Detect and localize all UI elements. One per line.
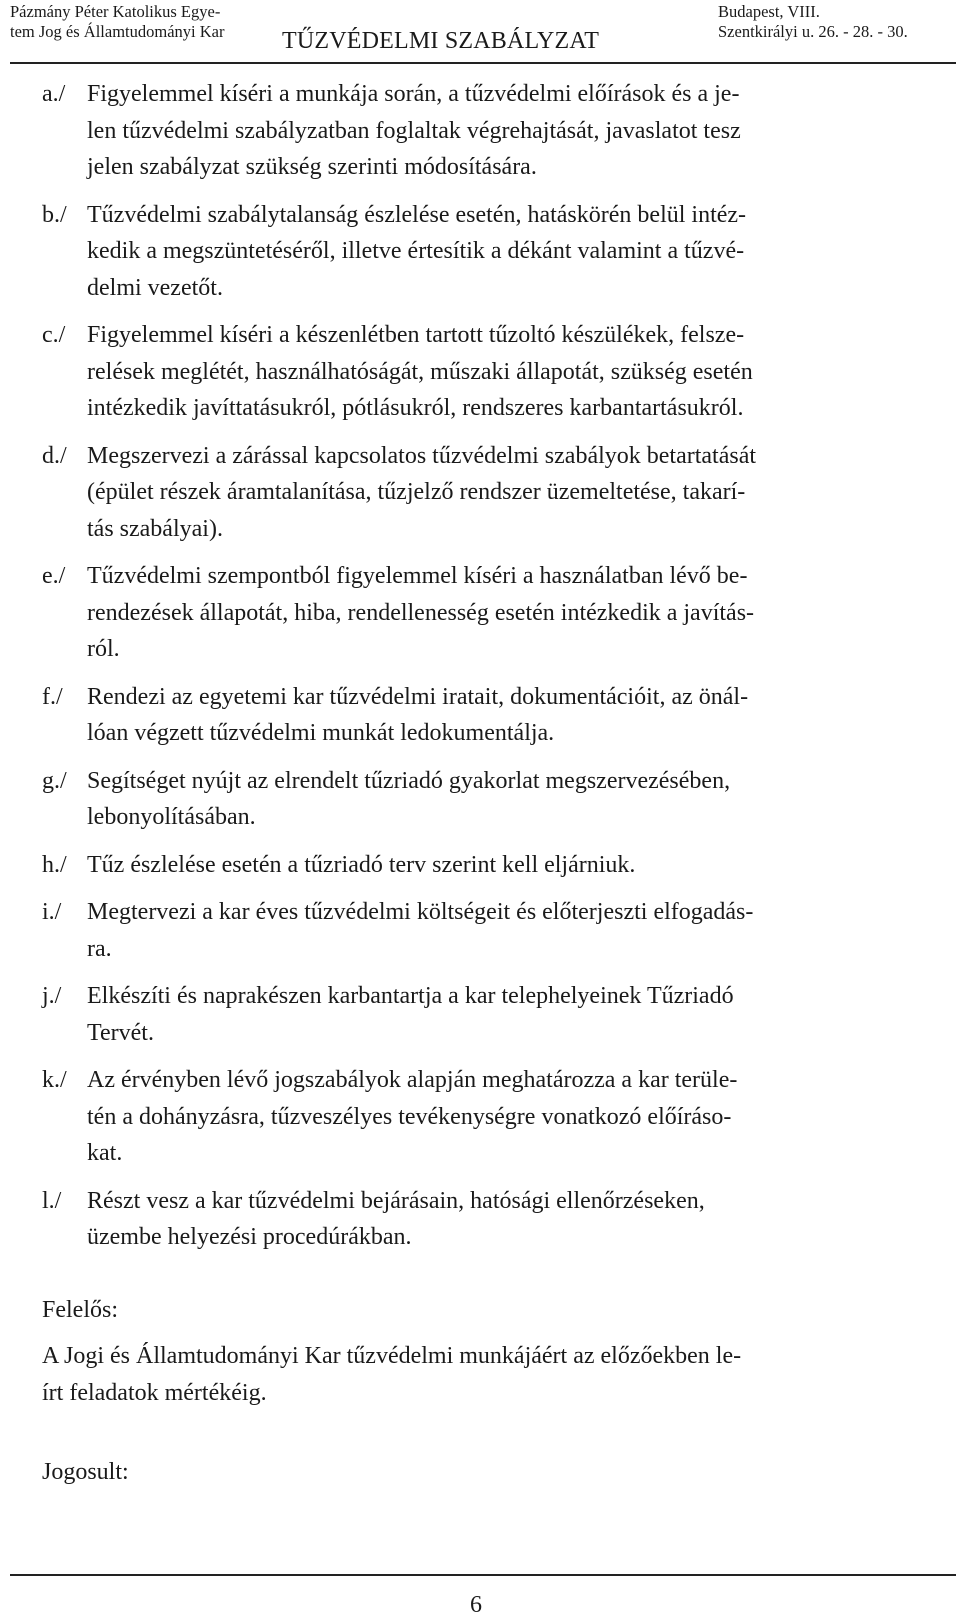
- header-title: TŰZVÉDELMI SZABÁLYZAT: [282, 28, 600, 54]
- responsible-text: [42, 1338, 922, 1411]
- duty-item-label: a./: [42, 81, 66, 107]
- page-number: 6: [470, 1592, 482, 1618]
- duty-item-text-line: lóan végzett tűzvédelmi munkát ledokumentálja.: [87, 720, 555, 746]
- duty-item: [42, 978, 942, 1051]
- duty-item-text-line: Részt vesz a kar tűzvédelmi bejárásain, hatósági ellenőrzéseken,: [87, 1187, 705, 1214]
- header-address-line-1: Budapest, VIII.: [718, 2, 820, 21]
- duty-item-text-line: delmi vezetőt.: [87, 274, 223, 301]
- header-address-line-2: Szentkirályi u. 26. - 28. - 30.: [718, 22, 908, 41]
- footer-rule: [10, 1574, 956, 1576]
- duty-item-text-line: Tűz észlelése esetén a tűzriadó terv szerint kell eljárniuk.: [87, 851, 636, 878]
- duty-item-label: g./: [42, 767, 67, 794]
- duty-item-text-line: Tűzvédelmi szempontból figyelemmel kíséri a használatban lévő be-: [87, 563, 748, 589]
- duty-item-text-line: jelen szabályzat szükség szerinti módosítására.: [87, 154, 537, 180]
- header-org-line-1: Pázmány Péter Katolikus Egye-: [10, 2, 221, 21]
- duty-item-text-line: lebonyolításában.: [87, 804, 256, 830]
- duty-item: [42, 894, 942, 967]
- duty-item-label: c./: [42, 322, 66, 348]
- duty-item-text-line: tás szabályai).: [87, 515, 223, 542]
- duty-item: [42, 763, 942, 836]
- duty-item-text-line: intézkedik javíttatásukról, pótlásukról, rendszeres karbantartásukról.: [87, 395, 744, 421]
- duty-item-text-line: Segítséget nyújt az elrendelt tűzriadó gyakorlat megszervezésében,: [87, 767, 731, 794]
- duty-item-text-line: Tervét.: [87, 1019, 154, 1046]
- duty-item: [42, 76, 942, 186]
- duty-item: [42, 197, 942, 307]
- duty-item-label: e./: [42, 563, 66, 589]
- duty-item-text-line: üzembe helyezési procedúrákban.: [87, 1224, 412, 1250]
- duty-item: [42, 438, 942, 548]
- duty-item-text-line: Az érvényben lévő jogszabályok alapján meghatározza a kar terüle-: [87, 1067, 738, 1093]
- duty-item-text-line: (épület részek áramtalanítása, tűzjelző rendszer üzemeltetése, takarí-: [87, 479, 746, 505]
- duty-item-text-line: Tűzvédelmi szabálytalanság észlelése esetén, hatáskörén belül intéz-: [87, 201, 747, 228]
- page-header: [0, 0, 960, 72]
- header-org-line-2: tem Jog és Államtudományi Kar: [10, 22, 225, 41]
- duty-item: [42, 847, 942, 884]
- duty-item-text-line: kedik a megszüntetéséről, illetve értesítik a dékánt valamint a tűzvé-: [87, 238, 745, 264]
- duty-item-text-line: Elkészíti és naprakészen karbantartja a kar telephelyeinek Tűzriadó: [87, 983, 734, 1009]
- duty-item-label: j./: [42, 983, 62, 1009]
- responsible-text-line: A Jogi és Államtudományi Kar tűzvédelmi munkájáért az előzőekben le-: [42, 1343, 742, 1369]
- duty-item-text-line: len tűzvédelmi szabályzatban foglaltak végrehajtását, javaslatot tesz: [87, 117, 741, 144]
- duty-item-text-line: Megtervezi a kar éves tűzvédelmi költségeit és előterjeszti elfogadás-: [87, 899, 754, 925]
- duty-item-text-line: Megszervezi a zárással kapcsolatos tűzvédelmi szabályok betartatását: [87, 442, 757, 469]
- duty-item-text-line: Figyelemmel kíséri a munkája során, a tűzvédelmi előírások és a je-: [87, 81, 740, 107]
- header-rule: [10, 62, 956, 64]
- responsible-label: Felelős:: [42, 1297, 118, 1323]
- authorized-label: Jogosult:: [42, 1459, 129, 1485]
- duty-item-text-line: tén a dohányzásra, tűzveszélyes tevékenységre vonatkozó előíráso-: [87, 1103, 732, 1130]
- duty-item-text-line: kat.: [87, 1140, 123, 1166]
- duty-item-text-line: ra.: [87, 935, 112, 962]
- duty-item: [42, 679, 942, 752]
- duty-item: [42, 1183, 942, 1256]
- duty-item: [42, 558, 942, 668]
- duty-item: [42, 317, 942, 427]
- duty-item-label: d./: [42, 442, 67, 469]
- duty-item-label: b./: [42, 201, 67, 228]
- duty-item-text-line: Rendezi az egyetemi kar tűzvédelmi iratait, dokumentációit, az önál-: [87, 683, 749, 710]
- duty-item-text-line: Figyelemmel kíséri a készenlétben tartott tűzoltó készülékek, felsze-: [87, 322, 745, 348]
- duty-item-text-line: relések meglétét, használhatóságát, műszaki állapotát, szükség esetén: [87, 358, 753, 385]
- duty-item: [42, 1062, 942, 1172]
- duty-item-label: l./: [42, 1187, 62, 1214]
- header-organization: [10, 2, 250, 42]
- responsible-text-line: írt feladatok mértékéig.: [42, 1379, 267, 1406]
- duty-item-label: i./: [42, 899, 62, 925]
- duty-item-label: f./: [42, 683, 63, 710]
- duty-item-text-line: rendezések állapotát, hiba, rendellenesség esetén intézkedik a javítás-: [87, 599, 755, 626]
- duty-list: [42, 76, 942, 1267]
- header-address: [718, 2, 938, 42]
- duty-item-label: h./: [42, 851, 67, 878]
- duty-item-label: k./: [42, 1067, 67, 1093]
- duty-item-text-line: ról.: [87, 636, 120, 662]
